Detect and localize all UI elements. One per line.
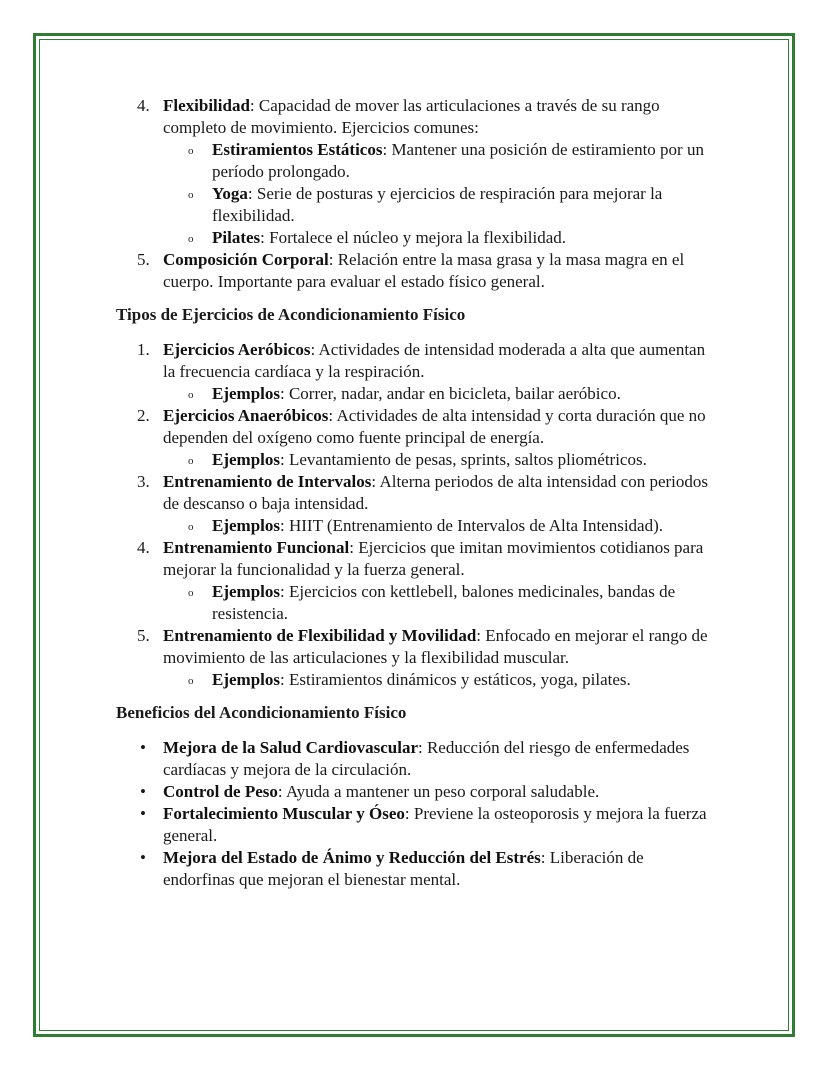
item-term: Composición Corporal	[163, 250, 329, 269]
section-heading-beneficios: Beneficios del Acondicionamiento Físico	[116, 703, 407, 722]
item-desc: : Ayuda a mantener un peso corporal saludable.	[277, 782, 600, 801]
list-number: 5.	[137, 250, 150, 269]
item-term: Flexibilidad	[163, 96, 250, 115]
list-item-composicion	[116, 249, 716, 293]
sub-desc: : Ejercicios con kettlebell, balones medicinales, bandas de resistencia.	[212, 582, 676, 623]
list-number: 4.	[137, 96, 150, 115]
list-item-tipo	[116, 405, 716, 449]
item-term: Entrenamiento de Intervalos	[163, 472, 372, 491]
item-desc: : Actividades de alta intensidad y corta duración que no dependen del oxígeno como fuente principal de energía.	[163, 406, 706, 447]
item-desc: : Actividades de intensidad moderada a alta que aumentan la frecuencia cardíaca y la respiración.	[163, 340, 706, 381]
bullet-item-beneficio	[116, 803, 716, 847]
circle-bullet-icon: o	[188, 455, 194, 467]
sub-term: Ejemplos	[212, 450, 280, 469]
sub-item	[116, 139, 716, 183]
item-term: Ejercicios Anaeróbicos	[163, 406, 329, 425]
circle-bullet-icon: o	[188, 675, 194, 687]
item-term: Fortalecimiento Muscular y Óseo	[163, 804, 405, 823]
sub-item	[116, 183, 716, 227]
section-heading-tipos: Tipos de Ejercicios de Acondicionamiento Físico	[116, 305, 466, 324]
sub-term: Ejemplos	[212, 516, 280, 535]
list-number: 4.	[137, 538, 150, 557]
circle-bullet-icon: o	[188, 587, 194, 599]
list-item-tipo	[116, 625, 716, 669]
document-body	[116, 95, 716, 891]
bullet-item-beneficio	[116, 781, 716, 803]
list-number: 1.	[137, 340, 150, 359]
sub-desc: : Estiramientos dinámicos y estáticos, yoga, pilates.	[280, 670, 631, 689]
sub-item	[116, 383, 716, 405]
bullet-item-beneficio	[116, 847, 716, 891]
item-desc: : Enfocado en mejorar el rango de movimiento de las articulaciones y la flexibilidad muscular.	[163, 626, 708, 667]
list-item-flexibilidad	[116, 95, 716, 139]
item-desc: : Capacidad de mover las articulaciones a través de su rango completo de movimiento. Ejercicios comunes:	[163, 96, 660, 137]
item-term: Control de Peso	[163, 782, 278, 801]
bullet-icon: •	[140, 804, 146, 823]
list-item-tipo	[116, 471, 716, 515]
list-item-tipo	[116, 339, 716, 383]
sub-item	[116, 581, 716, 625]
item-desc: : Liberación de endorfinas que mejoran el bienestar mental.	[163, 848, 644, 889]
bullet-icon: •	[140, 848, 146, 867]
sub-item	[116, 669, 716, 691]
sub-term: Yoga	[212, 184, 248, 203]
sub-desc: : Correr, nadar, andar en bicicleta, bailar aeróbico.	[280, 384, 621, 403]
item-desc: : Alterna periodos de alta intensidad con periodos de descanso o baja intensidad.	[163, 472, 709, 513]
sub-item	[116, 449, 716, 471]
item-term: Mejora de la Salud Cardiovascular	[163, 738, 418, 757]
list-number: 3.	[137, 472, 150, 491]
item-desc: : Previene la osteoporosis y mejora la fuerza general.	[163, 804, 707, 845]
sub-desc: : Serie de posturas y ejercicios de respiración para mejorar la flexibilidad.	[212, 184, 663, 225]
circle-bullet-icon: o	[188, 189, 194, 201]
sub-term: Pilates	[212, 228, 261, 247]
bullet-icon: •	[140, 738, 146, 757]
item-term: Entrenamiento de Flexibilidad y Movilidad	[163, 626, 477, 645]
item-desc: : Relación entre la masa grasa y la masa magra en el cuerpo. Importante para evaluar el estado físico general.	[163, 250, 685, 291]
sub-term: Ejemplos	[212, 384, 280, 403]
circle-bullet-icon: o	[188, 521, 194, 533]
sub-term: Ejemplos	[212, 582, 280, 601]
sub-term: Estiramientos Estáticos	[212, 140, 383, 159]
circle-bullet-icon: o	[188, 233, 194, 245]
list-number: 5.	[137, 626, 150, 645]
circle-bullet-icon: o	[188, 145, 194, 157]
sub-item	[116, 515, 716, 537]
bullet-item-beneficio	[116, 737, 716, 781]
sub-desc: : HIIT (Entrenamiento de Intervalos de Alta Intensidad).	[280, 516, 664, 535]
sub-term: Ejemplos	[212, 670, 280, 689]
item-term: Mejora del Estado de Ánimo y Reducción del Estrés	[163, 848, 541, 867]
item-term: Ejercicios Aeróbicos	[163, 340, 311, 359]
sub-desc: : Fortalece el núcleo y mejora la flexibilidad.	[260, 228, 567, 247]
item-desc: : Reducción del riesgo de enfermedades cardíacas y mejora de la circulación.	[163, 738, 690, 779]
sub-desc: : Levantamiento de pesas, sprints, saltos pliométricos.	[280, 450, 647, 469]
sub-item	[116, 227, 716, 249]
sub-desc: : Mantener una posición de estiramiento por un período prolongado.	[212, 140, 704, 181]
circle-bullet-icon: o	[188, 389, 194, 401]
list-number: 2.	[137, 406, 150, 425]
item-term: Entrenamiento Funcional	[163, 538, 350, 557]
bullet-icon: •	[140, 782, 146, 801]
list-item-tipo	[116, 537, 716, 581]
item-desc: : Ejercicios que imitan movimientos cotidianos para mejorar la funcionalidad y la fuerza general.	[163, 538, 704, 579]
